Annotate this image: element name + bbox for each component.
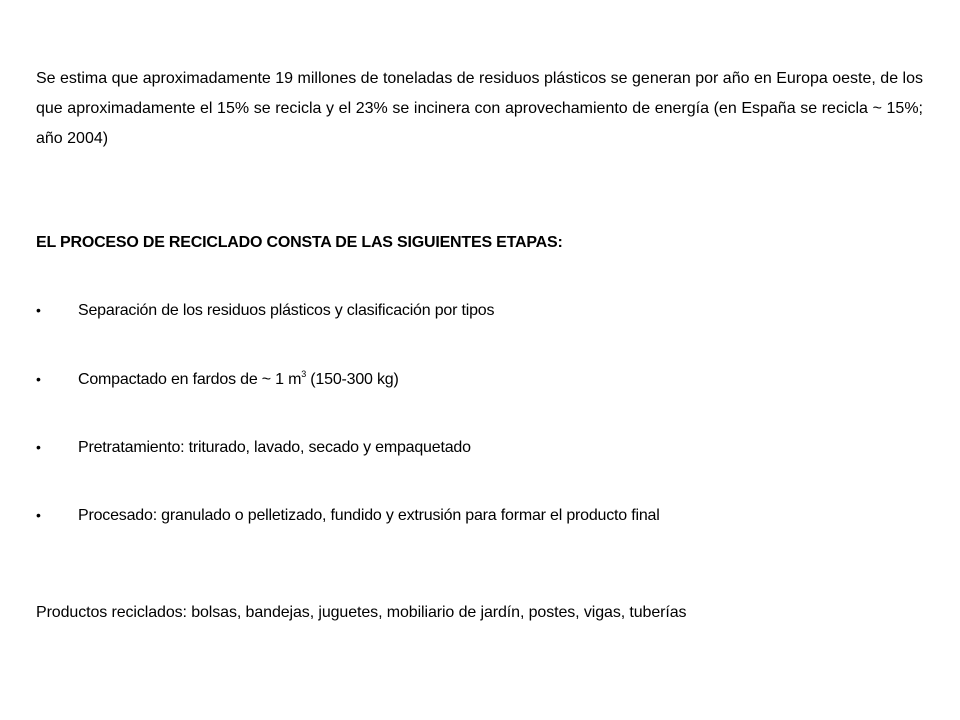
step-text-pre: Compactado en fardos de ~ 1 m <box>78 371 302 388</box>
recycled-products-text: Productos reciclados: bolsas, bandejas, juguetes, mobiliario de jardín, postes, vigas, tuberías <box>36 604 687 621</box>
bullet-icon: • <box>36 302 41 318</box>
superscript: 3 <box>301 369 307 379</box>
step-text: Procesado: granulado o pelletizado, fundido y extrusión para formar el producto final <box>78 507 660 524</box>
list-item <box>36 302 494 320</box>
step-text-post: (150-300 kg) <box>306 371 399 388</box>
list-item <box>36 439 471 457</box>
step-text: Separación de los residuos plásticos y clasificación por tipos <box>78 302 495 319</box>
process-heading: EL PROCESO DE RECICLADO CONSTA DE LAS SIGUIENTES ETAPAS: <box>36 234 563 251</box>
bullet-icon: • <box>36 507 41 523</box>
intro-paragraph: Se estima que aproximadamente 19 millones de toneladas de residuos plásticos se generan por año en Europa oeste, de los que aproximadamente el 15% se recicla y el 23% se incinera con aprovechamiento de energía (en España se recicla ~ 15%; año 2004) <box>36 70 923 147</box>
bullet-icon: • <box>36 439 41 455</box>
step-text <box>78 371 399 389</box>
list-item <box>36 507 660 525</box>
list-item <box>36 371 399 389</box>
step-text: Pretratamiento: triturado, lavado, secado y empaquetado <box>78 439 471 456</box>
bullet-icon: • <box>36 371 41 387</box>
